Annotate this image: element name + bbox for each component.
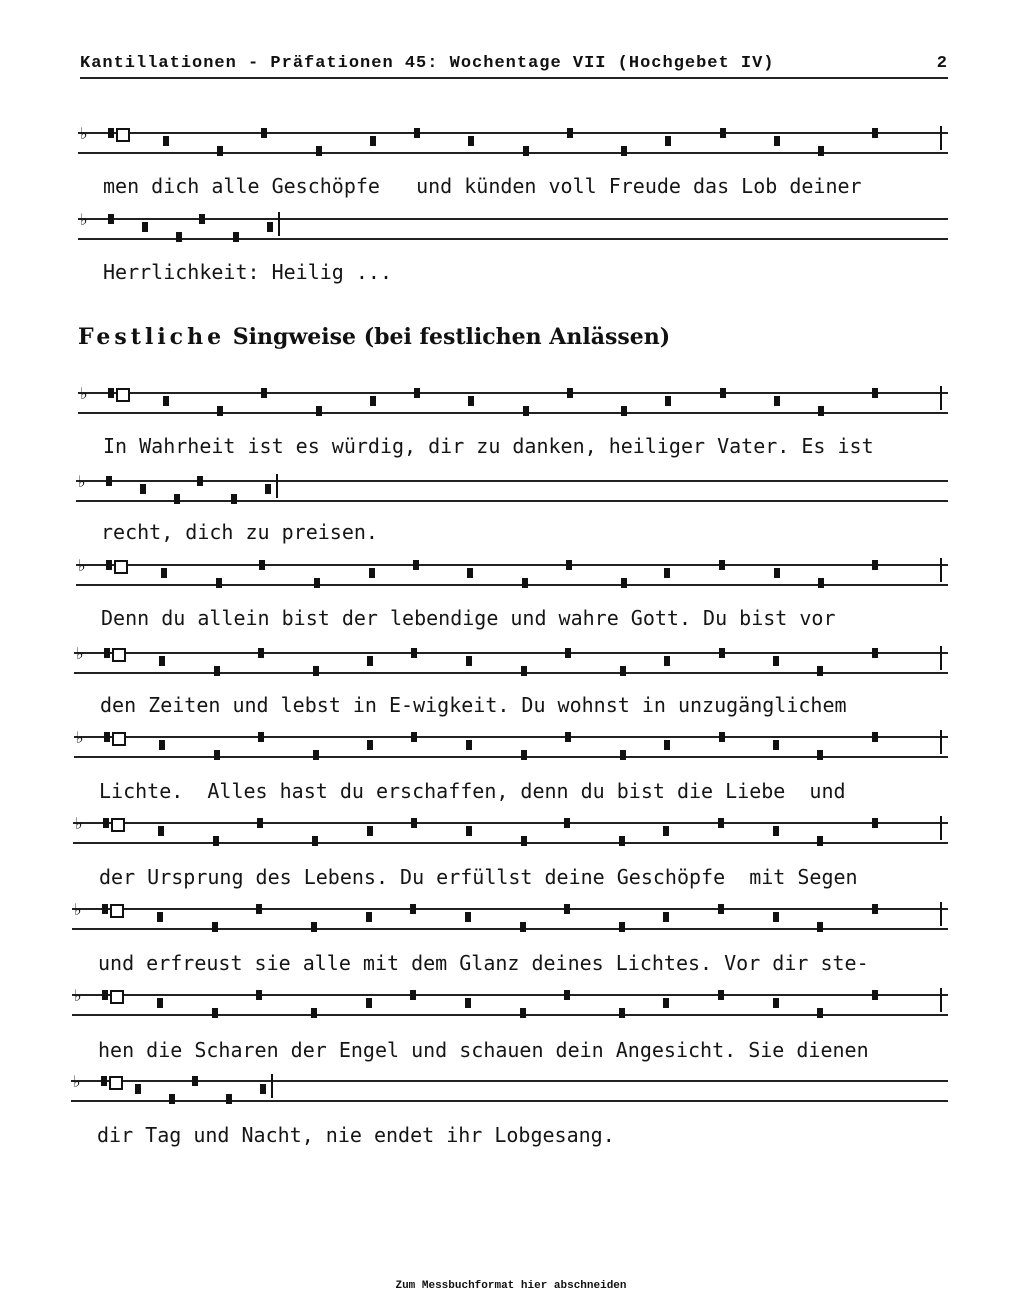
lyric-line: Herrlichkeit: Heilig ... <box>103 260 392 284</box>
page-header <box>80 54 948 79</box>
neume-note <box>621 406 627 416</box>
neume-note <box>620 750 626 760</box>
bar-line <box>276 474 278 498</box>
flat-icon: ♭ <box>80 384 88 403</box>
neume-note <box>101 1076 107 1086</box>
neume-note <box>369 568 375 578</box>
neume-note <box>567 128 573 138</box>
section-heading <box>78 324 670 350</box>
bar-line <box>940 386 942 410</box>
neume-note <box>720 388 726 398</box>
staff <box>78 384 948 426</box>
neume-note <box>773 998 779 1008</box>
neume-note <box>260 1084 266 1094</box>
staff-line <box>76 480 948 482</box>
staff-line <box>76 500 948 502</box>
flat-icon: ♭ <box>74 986 82 1005</box>
neume-note <box>226 1094 232 1104</box>
staff <box>73 814 948 856</box>
neume-note <box>818 578 824 588</box>
neume-note <box>818 406 824 416</box>
neume-note <box>468 136 474 146</box>
neume-note <box>267 222 273 232</box>
neume-note <box>316 406 322 416</box>
neume-note <box>410 904 416 914</box>
reciting-tone-note <box>111 818 125 832</box>
neume-note <box>521 836 527 846</box>
neume-note <box>719 560 725 570</box>
flat-icon: ♭ <box>80 210 88 229</box>
heading-spaced: Festliche <box>78 324 226 350</box>
neume-note <box>665 136 671 146</box>
neume-note <box>872 648 878 658</box>
neume-note <box>466 740 472 750</box>
neume-note <box>413 560 419 570</box>
neume-note <box>142 222 148 232</box>
neume-note <box>316 146 322 156</box>
neume-note <box>258 648 264 658</box>
reciting-tone-note <box>116 128 130 142</box>
bar-line <box>940 902 942 926</box>
neume-note <box>663 998 669 1008</box>
reciting-tone-note <box>109 1076 123 1090</box>
neume-note <box>411 732 417 742</box>
neume-note <box>261 388 267 398</box>
neume-note <box>567 388 573 398</box>
neume-note <box>411 648 417 658</box>
neume-note <box>773 912 779 922</box>
neume-note <box>199 214 205 224</box>
neume-note <box>520 922 526 932</box>
neume-note <box>212 922 218 932</box>
neume-note <box>410 990 416 1000</box>
neume-note <box>620 666 626 676</box>
neume-note <box>197 476 203 486</box>
flat-icon: ♭ <box>76 728 84 747</box>
neume-note <box>663 826 669 836</box>
neume-note <box>665 396 671 406</box>
staff-line <box>72 908 948 910</box>
neume-note <box>872 904 878 914</box>
neume-note <box>108 128 114 138</box>
bar-line <box>940 816 942 840</box>
neume-note <box>104 648 110 658</box>
bar-line <box>940 126 942 150</box>
neume-note <box>158 826 164 836</box>
bar-line <box>940 988 942 1012</box>
neume-note <box>566 560 572 570</box>
neume-note <box>774 136 780 146</box>
neume-note <box>621 146 627 156</box>
neume-note <box>720 128 726 138</box>
staff-line <box>74 652 948 654</box>
neume-note <box>414 128 420 138</box>
neume-note <box>619 1008 625 1018</box>
neume-note <box>265 484 271 494</box>
heading-rest: Singweise (bei festlichen Anlässen) <box>225 324 671 350</box>
reciting-tone-note <box>114 560 128 574</box>
bar-line <box>940 730 942 754</box>
neume-note <box>366 912 372 922</box>
neume-note <box>872 990 878 1000</box>
neume-note <box>214 750 220 760</box>
neume-note <box>159 740 165 750</box>
reciting-tone-note <box>116 388 130 402</box>
neume-note <box>872 732 878 742</box>
neume-note <box>370 396 376 406</box>
header-title: Kantillationen - Präfationen 45: Wochentage VII (Hochgebet IV) <box>80 54 775 73</box>
neume-note <box>718 990 724 1000</box>
neume-note <box>817 922 823 932</box>
neume-note <box>872 128 878 138</box>
neume-note <box>257 818 263 828</box>
neume-note <box>872 560 878 570</box>
neume-note <box>664 740 670 750</box>
neume-note <box>872 818 878 828</box>
bar-line <box>940 646 942 670</box>
neume-note <box>261 128 267 138</box>
lyric-line: recht, dich zu preisen. <box>101 520 378 544</box>
staff-line <box>78 238 948 240</box>
neume-note <box>465 912 471 922</box>
neume-note <box>192 1076 198 1086</box>
neume-note <box>564 818 570 828</box>
reciting-tone-note <box>110 990 124 1004</box>
neume-note <box>367 656 373 666</box>
neume-note <box>564 904 570 914</box>
neume-note <box>233 232 239 242</box>
bar-line <box>271 1074 273 1098</box>
neume-note <box>169 1094 175 1104</box>
neume-note <box>411 818 417 828</box>
neume-note <box>774 396 780 406</box>
neume-note <box>817 666 823 676</box>
neume-note <box>314 578 320 588</box>
neume-note <box>664 568 670 578</box>
staff <box>72 986 948 1028</box>
neume-note <box>468 396 474 406</box>
neume-note <box>231 494 237 504</box>
neume-note <box>176 232 182 242</box>
neume-note <box>621 578 627 588</box>
neume-note <box>256 904 262 914</box>
neume-note <box>465 998 471 1008</box>
neume-note <box>818 146 824 156</box>
neume-note <box>817 1008 823 1018</box>
neume-note <box>466 656 472 666</box>
neume-note <box>104 732 110 742</box>
neume-note <box>773 740 779 750</box>
lyric-line: dir Tag und Nacht, nie endet ihr Lobgesang. <box>97 1123 615 1147</box>
neume-note <box>619 922 625 932</box>
flat-icon: ♭ <box>75 814 83 833</box>
flat-icon: ♭ <box>73 1072 81 1091</box>
neume-note <box>619 836 625 846</box>
neume-note <box>523 406 529 416</box>
neume-note <box>157 912 163 922</box>
neume-note <box>159 656 165 666</box>
neume-note <box>719 648 725 658</box>
neume-note <box>664 656 670 666</box>
neume-note <box>214 666 220 676</box>
staff-line <box>72 994 948 996</box>
bar-line <box>940 558 942 582</box>
neume-note <box>520 1008 526 1018</box>
page-number: 2 <box>936 54 948 73</box>
neume-note <box>521 666 527 676</box>
lyric-line: der Ursprung des Lebens. Du erfüllst deine Geschöpfe mit Segen <box>99 865 858 889</box>
neume-note <box>663 912 669 922</box>
neume-note <box>216 578 222 588</box>
neume-note <box>466 826 472 836</box>
neume-note <box>213 836 219 846</box>
neume-note <box>256 990 262 1000</box>
neume-note <box>522 578 528 588</box>
bar-line <box>278 212 280 236</box>
neume-note <box>872 388 878 398</box>
reciting-tone-note <box>112 732 126 746</box>
reciting-tone-note <box>112 648 126 662</box>
neume-note <box>106 476 112 486</box>
neume-note <box>217 406 223 416</box>
neume-note <box>817 836 823 846</box>
flat-icon: ♭ <box>78 556 86 575</box>
neume-note <box>102 904 108 914</box>
lyric-line: men dich alle Geschöpfe und künden voll Freude das Lob deiner <box>103 174 862 198</box>
neume-note <box>718 818 724 828</box>
staff <box>74 728 948 770</box>
neume-note <box>521 750 527 760</box>
staff-line <box>78 218 948 220</box>
neume-note <box>370 136 376 146</box>
staff-line <box>73 822 948 824</box>
neume-note <box>103 818 109 828</box>
neume-note <box>564 990 570 1000</box>
staff <box>78 124 948 166</box>
neume-note <box>367 740 373 750</box>
neume-note <box>161 568 167 578</box>
neume-note <box>311 1008 317 1018</box>
lyric-line: Lichte. Alles hast du erschaffen, denn du bist die Liebe und <box>99 779 846 803</box>
neume-note <box>523 146 529 156</box>
neume-note <box>311 922 317 932</box>
staff-line <box>78 392 948 394</box>
neume-note <box>140 484 146 494</box>
lyric-line: und erfreust sie alle mit dem Glanz deines Lichtes. Vor dir ste- <box>98 951 869 975</box>
neume-note <box>367 826 373 836</box>
staff <box>74 644 948 686</box>
neume-note <box>313 666 319 676</box>
neume-note <box>774 568 780 578</box>
lyric-line: Denn du allein bist der lebendige und wahre Gott. Du bist vor <box>101 606 836 630</box>
neume-note <box>773 656 779 666</box>
cut-instruction: Zum Messbuchformat hier abschneiden <box>395 1280 627 1292</box>
lyric-line: den Zeiten und lebst in E-wigkeit. Du wohnst in unzugänglichem <box>100 693 847 717</box>
flat-icon: ♭ <box>74 900 82 919</box>
neume-note <box>718 904 724 914</box>
neume-note <box>313 750 319 760</box>
neume-note <box>414 388 420 398</box>
neume-note <box>719 732 725 742</box>
staff-line <box>78 132 948 134</box>
staff-line <box>71 1100 948 1102</box>
flat-icon: ♭ <box>78 472 86 491</box>
neume-note <box>217 146 223 156</box>
neume-note <box>212 1008 218 1018</box>
neume-note <box>366 998 372 1008</box>
neume-note <box>259 560 265 570</box>
neume-note <box>108 388 114 398</box>
flat-icon: ♭ <box>76 644 84 663</box>
neume-note <box>565 732 571 742</box>
neume-note <box>108 214 114 224</box>
reciting-tone-note <box>110 904 124 918</box>
neume-note <box>258 732 264 742</box>
neume-note <box>312 836 318 846</box>
neume-note <box>102 990 108 1000</box>
staff <box>76 556 948 598</box>
lyric-line: hen die Scharen der Engel und schauen dein Angesicht. Sie dienen <box>98 1038 869 1062</box>
staff <box>76 472 948 514</box>
staff <box>71 1072 948 1114</box>
staff-line <box>71 1080 948 1082</box>
staff-line <box>74 736 948 738</box>
neume-note <box>157 998 163 1008</box>
staff <box>78 210 948 252</box>
neume-note <box>565 648 571 658</box>
lyric-line: In Wahrheit ist es würdig, dir zu danken, heiliger Vater. Es ist <box>103 434 874 458</box>
flat-icon: ♭ <box>80 124 88 143</box>
staff <box>72 900 948 942</box>
neume-note <box>135 1084 141 1094</box>
staff-line <box>76 564 948 566</box>
neume-note <box>163 396 169 406</box>
neume-note <box>467 568 473 578</box>
neume-note <box>106 560 112 570</box>
neume-note <box>163 136 169 146</box>
neume-note <box>174 494 180 504</box>
neume-note <box>773 826 779 836</box>
neume-note <box>817 750 823 760</box>
